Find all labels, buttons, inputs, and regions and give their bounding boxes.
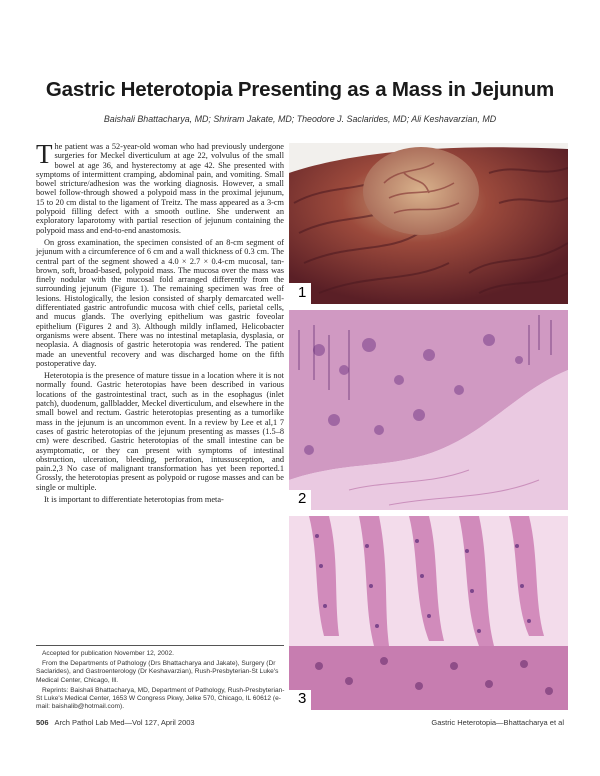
article-title: Gastric Heterotopia Presenting as a Mass in Jejunum [45,78,555,101]
footnote-reprints: Reprints: Baishali Bhattacharya, MD, Department of Pathology, Rush-Presbyterian-St Luke's Medical Center, 1653 W Congress Pkwy, Jelke 570, Chicago, IL 60612 (e-mail: baishalib@hotmail.com). [36,686,285,711]
drop-cap: T [36,139,53,169]
figure-1-label: 1 [295,285,309,301]
figure-1-image [289,143,568,304]
figure-3 [289,516,568,710]
figure-1 [289,143,568,304]
figure-3-image [289,516,568,710]
article-body [36,139,284,507]
paragraph-1: The patient was a 52-year-old woman who had previously undergone surgeries for Meckel diverticulum at age 22, volvulus of the small bowel at age 36, and hysterectomy at age 42. She presented with symptoms of intermittent cramping, abdominal pain, and vomiting. Small bowel stricture/adhesion was the working diagnosis. However, a small bowel follow-through showed a polypoid mass in the proximal jejunum, 15 to 20 cm distal to the ligament of Treitz. The mass appeared as a 3-cm polypoid filling defect with a smooth outline. She underwent an exploratory laparotomy with partial resection of jejunum containing the polypoid mass and end-to-end anastomosis. [36,139,284,235]
journal-citation: Arch Pathol Lab Med—Vol 127, April 2003 [54,718,195,727]
footnote-accepted: Accepted for publication November 12, 2002. [42,650,174,657]
figure-2-image [289,310,568,510]
paragraph-4: It is important to differentiate heterotopias from meta- [44,494,224,504]
footnote-affiliations: From the Departments of Pathology (Drs Bhattacharya and Jakate), Surgery (Dr Saclarides), and Gastroenterology (Dr Keshavarzian), Rush-Presbyterian-St Luke's Medical Center, Chicago, Ill. [36,660,279,684]
figure-2-label: 2 [295,491,309,507]
page-footer-left [36,718,195,727]
page-number: 506 [36,718,49,727]
running-title: Gastric Heterotopia—Bhattacharya et al [431,718,564,727]
figure-2 [289,310,568,510]
figure-3-label: 3 [295,691,309,707]
footnote-divider [36,645,284,646]
author-list: Baishali Bhattacharya, MD; Shriram Jakate, MD; Theodore J. Saclarides, MD; Ali Keshavarzian, MD [103,114,497,124]
paragraph-3: Heterotopia is the presence of mature tissue in a location where it is not normally found. Gastric heterotopias have been described in various locations of the gastrointestinal tract, such as in the esophagus (inlet patch), duodenum, gallbladder, Meckel diverticulum, and elsewhere in the small bowel and rectum. Gastric heterotopias presenting as a tumorlike mass in the jejunum is an uncommon event. In a review by Lee et al,1 7 cases of gastric heterotopias of the jejunum presenting as masses (1.5–8 cm) were described. Gastric heterotopias of the small intestine can be asymptomatic, or they can present with symptoms of intestinal obstruction, ulceration, bleeding, perforation, intussusception, and pain.2,3 No case of malignant transformation has yet been reported.1 Grossly, the heterotopias present as polypoid or rugose masses and can be single or multiple. [36,371,284,492]
footnotes [36,650,286,713]
paragraph-2: On gross examination, the specimen consisted of an 8-cm segment of jejunum with a circumference of 6 cm and a wall thickness of 0.3 cm. The central part of the segment showed a 4.0 × 2.7 × 0.4-cm mucosal, tan-brown, soft, broad-based, polypoid mass. The mucosa over the mass was finely nodular with the mucosal fold arranged differently from the surrounding jejunum (Figure 1). The remaining specimen was free of lesions. Histologically, the lesion consisted of sharply demarcated well-differentiated gastric antrofundic mucosa with chief cells, parietal cells, and mucus glands. The overlying epithelium was gastric foveolar epithelium (Figures 2 and 3). Although mildly inflamed, Helicobacter organisms were absent. There was no intestinal metaplasia, dysplasia, or neoplasia. A diagnosis of gastric heterotopia was rendered. The patient made an uneventful recovery and was discharged home on the fifth postoperative day. [36,237,284,368]
